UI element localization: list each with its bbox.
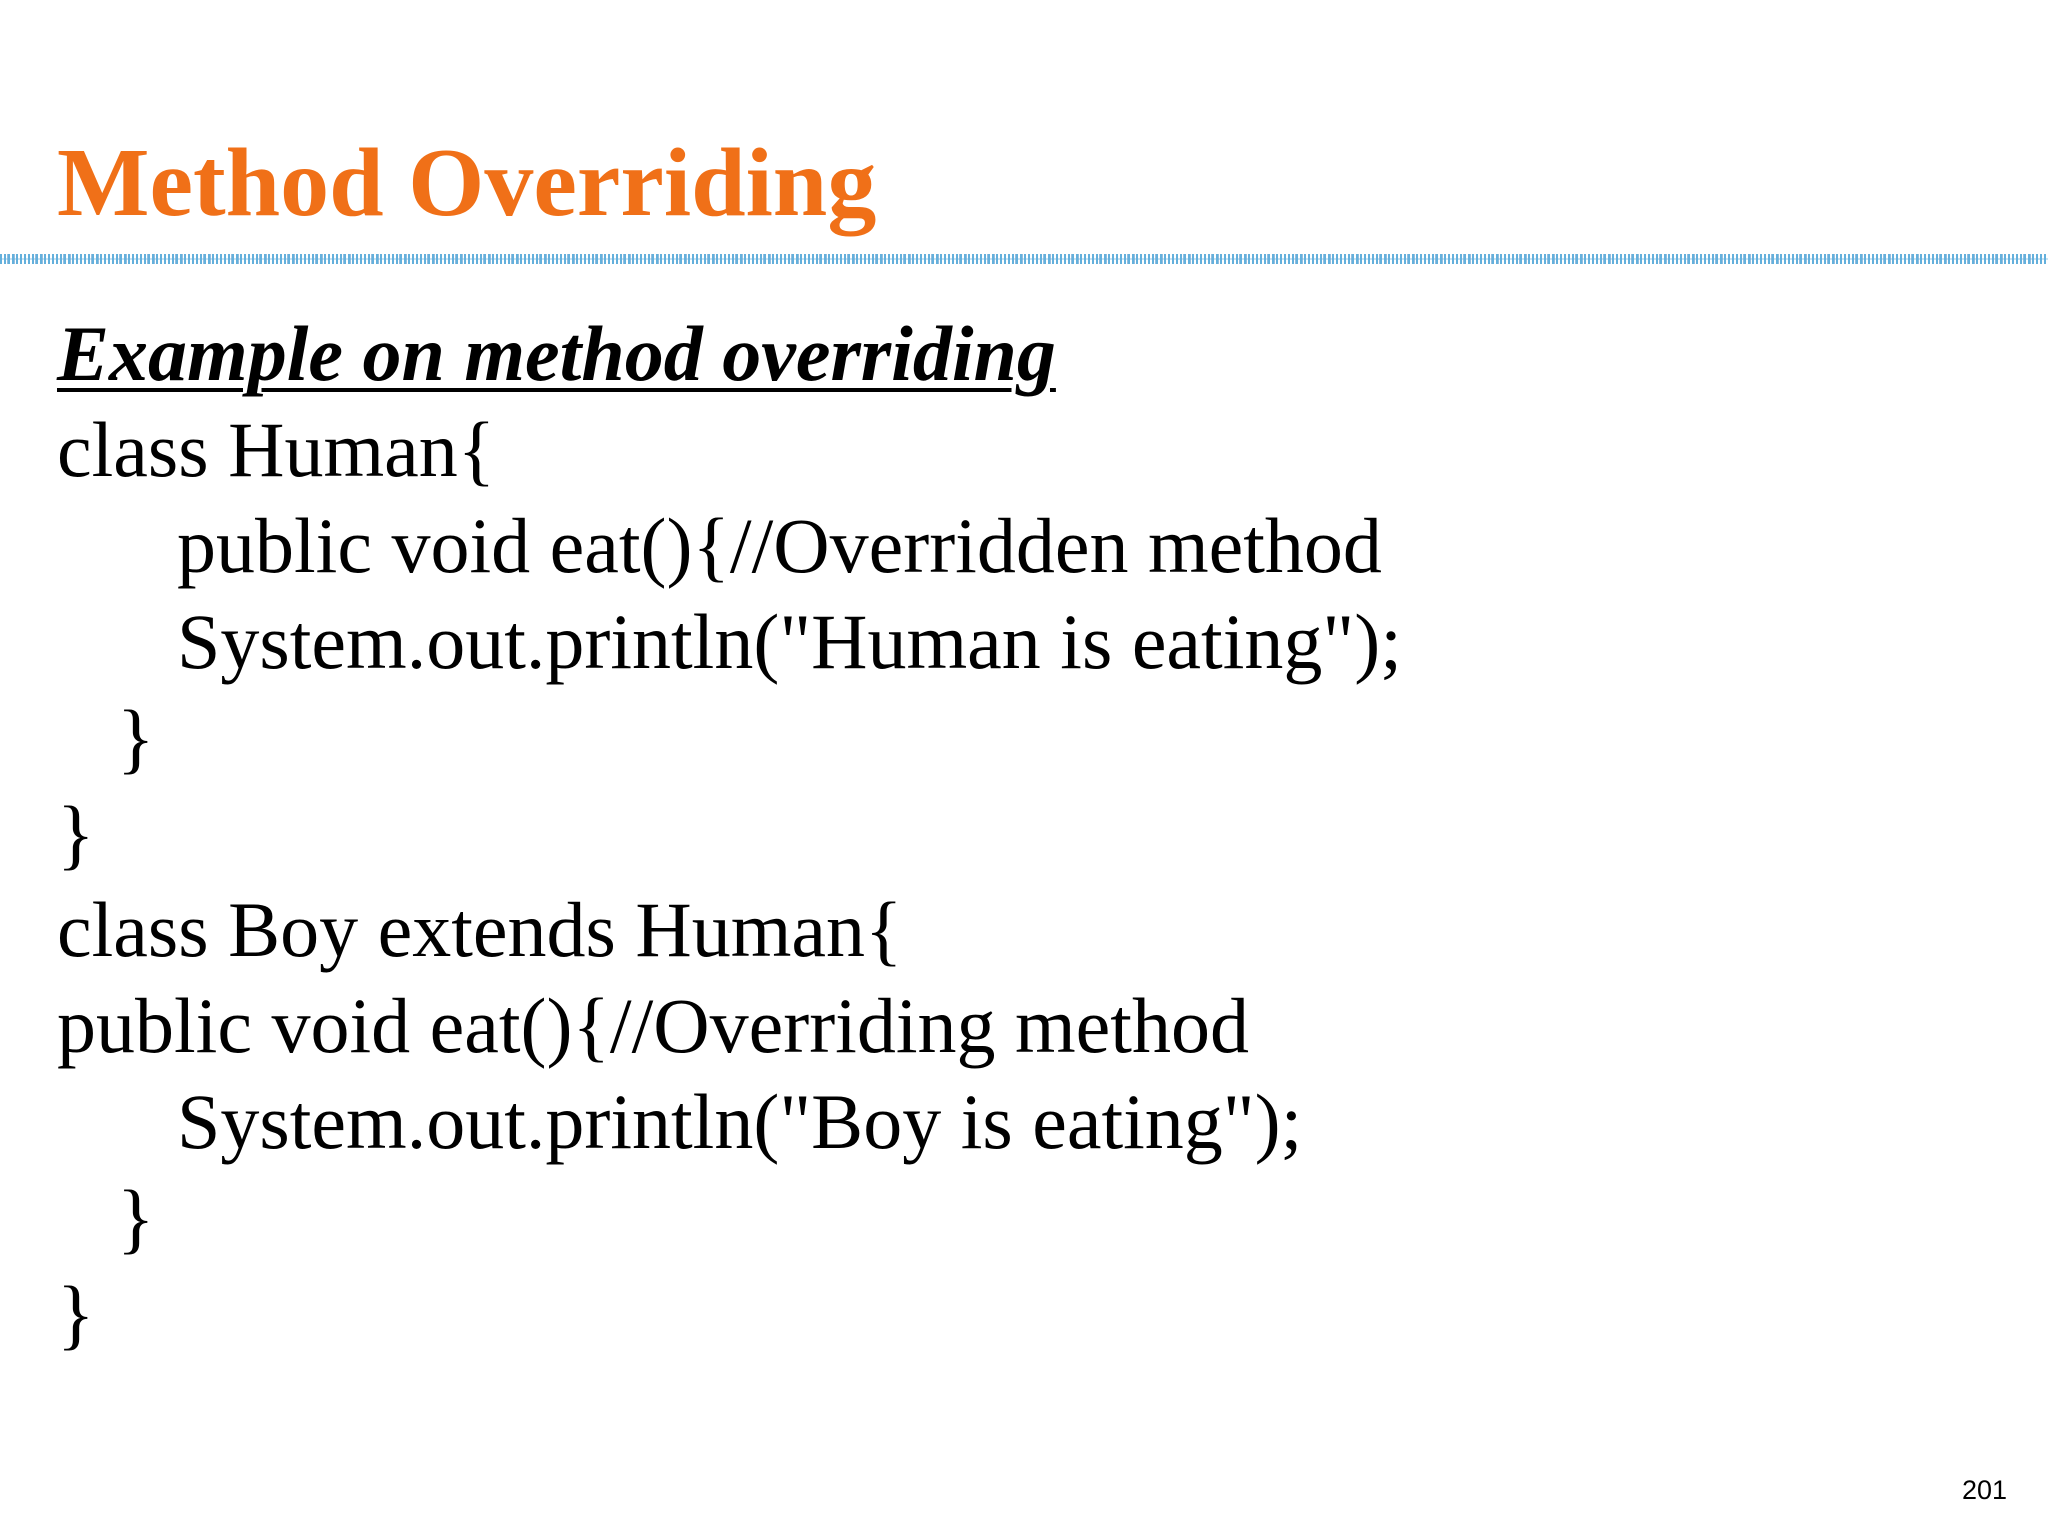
code-line: } bbox=[57, 1270, 95, 1357]
page-number: 201 bbox=[1961, 1475, 2007, 1505]
code-line: public void eat(){//Overridden method bbox=[177, 502, 1382, 589]
code-line: public void eat(){//Overriding method bbox=[57, 982, 1249, 1069]
title-divider bbox=[0, 254, 2048, 264]
code-line: } bbox=[117, 1174, 155, 1261]
code-line: } bbox=[117, 694, 155, 781]
code-line: System.out.println("Boy is eating"); bbox=[177, 1078, 1303, 1165]
slide-content bbox=[57, 306, 1957, 1362]
code-line: class Boy extends Human{ bbox=[57, 886, 903, 973]
slide-title: Method Overriding bbox=[57, 129, 877, 237]
code-line: } bbox=[57, 790, 95, 877]
example-heading: Example on method overriding bbox=[57, 310, 1056, 397]
code-line: System.out.println("Human is eating"); bbox=[177, 598, 1402, 685]
code-line: class Human{ bbox=[57, 406, 496, 493]
